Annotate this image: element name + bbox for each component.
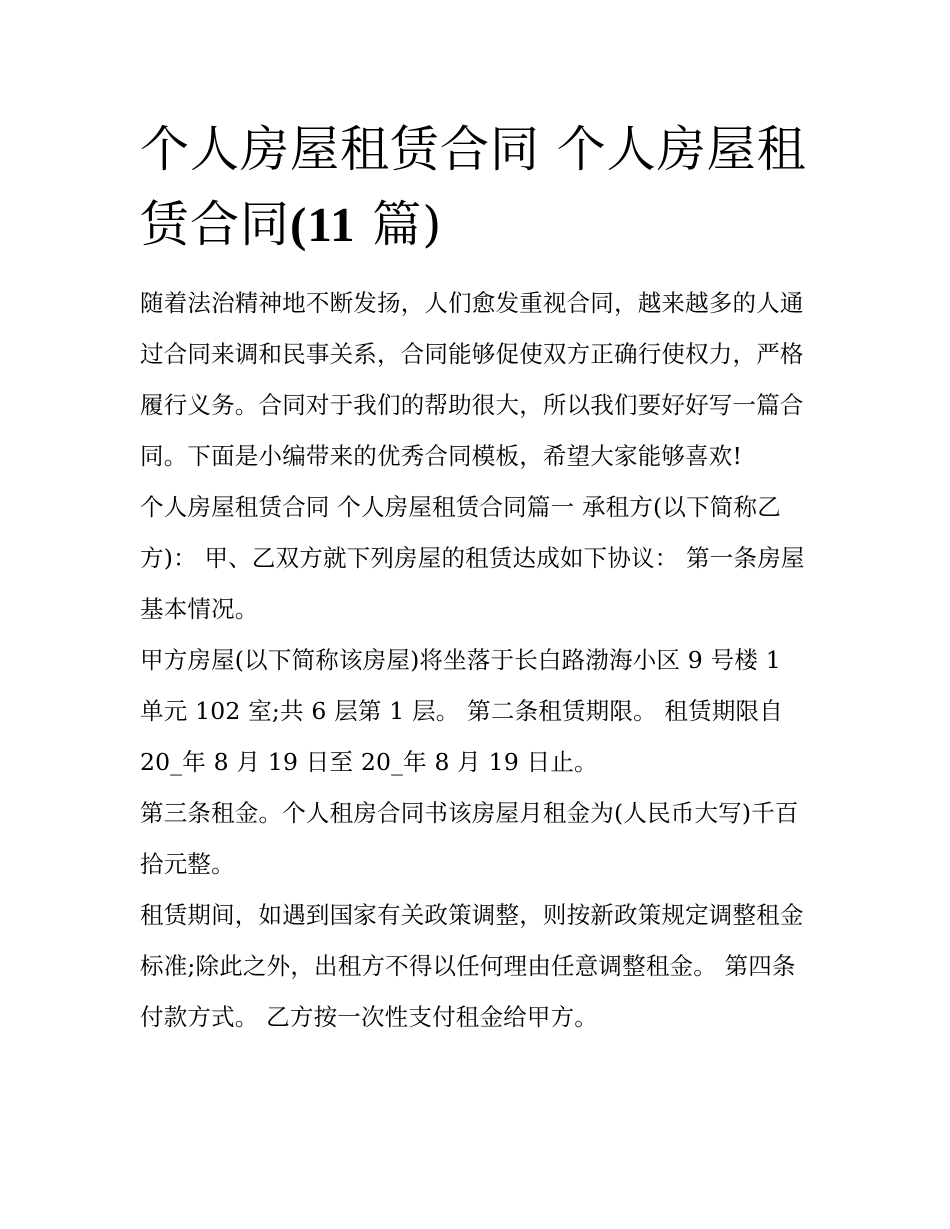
title-text: 个人房屋租赁合同 个人房屋租赁合同 xyxy=(140,121,807,253)
document-page xyxy=(140,112,812,1043)
title-count: (11 xyxy=(290,197,356,252)
paragraph-property-location: 甲方房屋(以下简称该房屋)将坐落于长白路渤海小区 9 号楼 1 单元 102 室;共 6 层第 1 层。 第二条租赁期限。 租赁期限自 20_年 8 月 19 日至 20_年 8 月 19 日止。 xyxy=(140,646,783,776)
document-body xyxy=(140,278,812,1043)
paragraph-intro: 随着法治精神地不断发扬，人们愈发重视合同，越来越多的人通过合同来调和民事关系，合同能够促使双方正确行使权力，严格履行义务。合同对于我们的帮助很大，所以我们要好好写一篇合同。下面是小编带来的优秀合同模板，希望大家能够喜欢! xyxy=(140,289,804,470)
paragraph-rent-adjustment: 租赁期间，如遇到国家有关政策调整，则按新政策规定调整租金标准;除此之外，出租方不得以任何理由任意调整租金。 第四条付款方式。 乙方按一次性支付租金给甲方。 xyxy=(140,901,804,1031)
document-title xyxy=(140,112,812,262)
paragraph-rent: 第三条租金。个人租房合同书该房屋月租金为(人民币大写)千百拾元整。 xyxy=(140,799,799,878)
title-suffix: 篇) xyxy=(355,196,443,253)
paragraph-contract-1: 个人房屋租赁合同 个人房屋租赁合同篇一 承租方(以下简称乙方)： 甲、乙双方就下列房屋的租赁达成如下协议： 第一条房屋基本情况。 xyxy=(140,493,805,623)
